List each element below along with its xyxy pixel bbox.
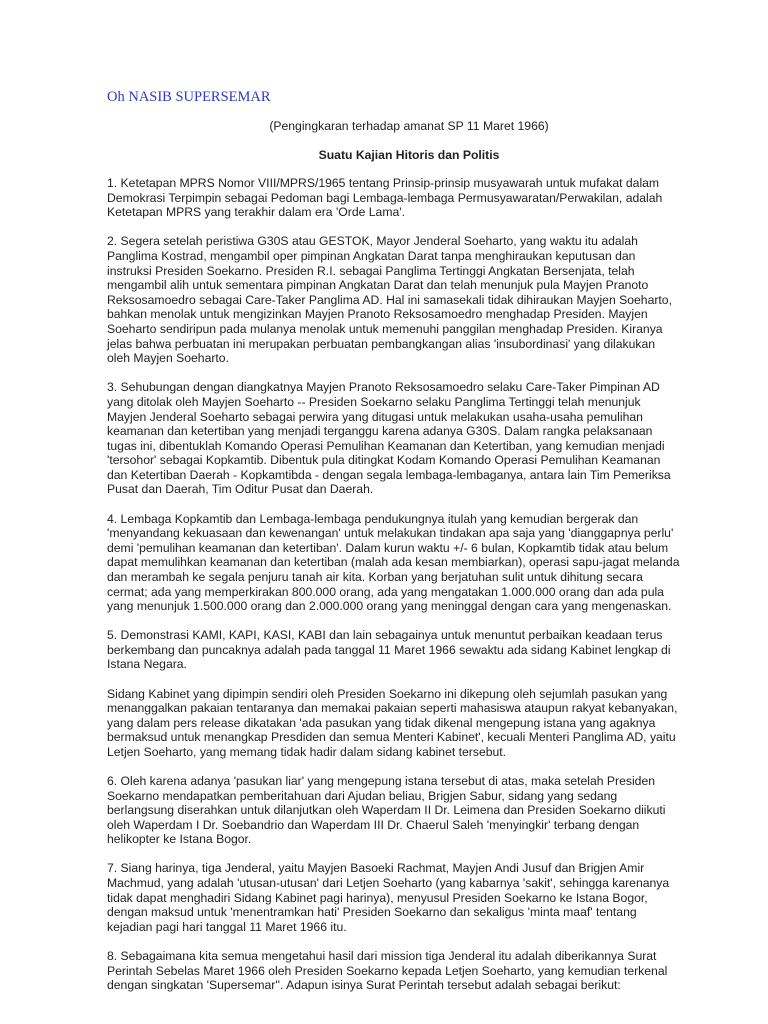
paragraph-line: Demokrasi Terpimpin sebagai Pedoman bagi Lembaga-lembaga Permusyawaratan/Perwakilan, adalah xyxy=(107,190,663,205)
paragraph-line: 2. Segera setelah peristiwa G30S atau GESTOK, Mayor Jenderal Soeharto, yang waktu itu adalah xyxy=(107,234,638,249)
paragraph-line: yang ditolak oleh Mayjen Soeharto -- Presiden Soekarno selaku Panglima Tertinggi telah menunjuk xyxy=(107,394,641,409)
paragraph xyxy=(107,512,707,614)
paragraph xyxy=(107,949,707,993)
paragraph-line: Ketetapan MPRS yang terakhir dalam era 'Orde Lama'. xyxy=(107,205,405,220)
document-title: Oh NASIB SUPERSEMAR xyxy=(107,89,271,105)
paragraph-line: yang menunjuk 1.500.000 orang dan 2.000.000 orang yang meninggal dengan cara yang mengenaskan. xyxy=(107,599,672,614)
paragraph-line: dengan maksud untuk 'menentramkan hati' Presiden Soekarno dan sekaligus 'minta maaf' tentang xyxy=(107,905,637,920)
paragraph-line: Machmud, yang adalah 'utusan-utusan' dari Letjen Soeharto (yang kabarnya 'sakit', sehingga karenanya xyxy=(107,876,670,891)
paragraph xyxy=(107,628,707,672)
paragraph-line: 'menyandang kekuasaan dan kewenangan' untuk melakukan tindakan apa saja yang 'dianggapnya perlu' xyxy=(107,526,674,541)
paragraph-line: 4. Lembaga Kopkamtib dan Lembaga-lembaga pendukungnya itulah yang kemudian bergerak dan xyxy=(107,511,639,526)
paragraph-line: Perintah Sebelas Maret 1966 oleh Presiden Soekarno kepada Letjen Soeharto, yang kemudian terkenal xyxy=(107,963,668,978)
paragraph-line: Soeharto sendiripun pada mulanya menolak untuk memenuhi panggilan menghadap Presiden. Kiranya xyxy=(107,322,663,337)
paragraph-line: oleh Waperdam I Dr. Soebandrio dan Waperdam III Dr. Chaerul Saleh 'menyingkir' terbang dengan xyxy=(107,817,640,832)
paragraph-line: Soekarno mendapatkan pemberitahuan dari Ajudan beliau, Brigjen Sabur, sidang yang sedang xyxy=(107,788,618,803)
paragraph-line: yang dalam pers release dikatakan 'ada pasukan yang tidak dikenal mengepung istana yang agaknya xyxy=(107,715,656,730)
paragraph-line: 3. Sehubungan dengan diangkatnya Mayjen Pranoto Reksosamoedro selaku Care-Taker Pimpinan AD xyxy=(107,380,660,395)
paragraph-line: dapat memulihkan keamanan dan ketertiban (malah ada kesan membiarkan), operasi sapu-jagat melanda xyxy=(107,555,680,570)
paragraph-line: 1. Ketetapan MPRS Nomor VIII/MPRS/1965 tentang Prinsip-prinsip musyawarah untuk mufakat dalam xyxy=(107,176,660,191)
paragraph-line: Reksosamoedro sebagai Care-Taker Panglima AD. Hal ini samasekali tidak dihiraukan Mayjen Soeharto, xyxy=(107,292,672,307)
paragraph-line: bermaksud untuk menangkap Presdiden dan semua Menteri Kabinet', kecuali Menteri Panglima AD, yaitu xyxy=(107,730,676,745)
paragraph-line: jelas bahwa perbuatan ini merupakan perbuatan pembangkangan alias 'insubordinasi' yang dilakukan xyxy=(107,336,656,351)
paragraph-line: berkembang dan puncaknya adalah pada tanggal 11 Maret 1966 sewaktu ada sidang Kabinet lengkap di xyxy=(107,642,671,657)
paragraph xyxy=(107,861,707,934)
paragraph-line: menanggalkan pakaian tentaranya dan memakai pakaian seperti mahasiswa ataupun rakyat kebanyakan, xyxy=(107,701,678,716)
paragraph-line: dan merambah ke segala penjuru tanah air kita. Korban yang berjatuhan sulit untuk dihitung secara xyxy=(107,569,643,584)
paragraph-line: Sidang Kabinet yang dipimpin sendiri oleh Presiden Soekarno ini dikepung oleh sejumlah pasukan yang xyxy=(107,686,668,701)
paragraph-line: bahkan menolak untuk mengizinkan Mayjen Pranoto Reksosamoedro menghadap Presiden. Mayjen xyxy=(107,307,648,322)
document-heading: Suatu Kajian Hitoris dan Politis xyxy=(318,147,500,162)
paragraph xyxy=(107,234,707,365)
paragraph-line: instruksi Presiden Soekarno. Presiden R.I. sebagai Panglima Tertinggi Angkatan Bersenjata, telah xyxy=(107,263,635,278)
paragraph xyxy=(107,380,707,497)
paragraph-line: 5. Demonstrasi KAMI, KAPI, KASI, KABI dan lain sebagainya untuk menuntut perbaikan keadaan terus xyxy=(107,628,663,643)
paragraph-line: 7. Siang harinya, tiga Jenderal, yaitu Mayjen Basoeki Rachmat, Mayjen Andi Jusuf dan Brigjen Amir xyxy=(107,861,645,876)
paragraph-line: helikopter ke Istana Bogor. xyxy=(107,832,252,847)
paragraph-line: tidak dapat menghadiri Sidang Kabinet pagi harinya), menyusul Presiden Soekarno ke Istana Bogor, xyxy=(107,890,648,905)
document-subtitle: (Pengingkaran terhadap amanat SP 11 Maret 1966) xyxy=(269,119,549,133)
paragraph-line: Pusat dan Daerah, Tim Oditur Pusat dan Daerah. xyxy=(107,482,374,497)
document-page xyxy=(107,88,707,1007)
paragraph-line: mengambil alih untuk sementara pimpinan Angkatan Darat dan telah menunjuk pula Mayjen Pranoto xyxy=(107,278,649,293)
paragraph-line: dengan singkatan 'Supersemar''. Adapun isinya Surat Perintah tersebut adalah sebagai berikut: xyxy=(107,978,621,993)
paragraph-line: kejadian pagi hari tanggal 11 Maret 1966 itu. xyxy=(107,919,347,934)
paragraph-line: 'tersohor' sebagai Kopkamtib. Dibentuk pula ditingkat Kodam Komando Operasi Pemulihan Keamanan xyxy=(107,453,661,468)
document-body xyxy=(107,176,707,993)
paragraph xyxy=(107,687,707,760)
paragraph-line: tugas ini, dibentuklah Komando Operasi Pemulihan Keamanan dan Ketertiban, yang kemudian menjadi xyxy=(107,438,665,453)
paragraph-line: Mayjen Jenderal Soeharto sebagai perwira yang ditugasi untuk melakukan usaha-usaha pemulihan xyxy=(107,409,643,424)
paragraph-line: cermat; ada yang memperkirakan 800.000 orang, ada yang mengatakan 1.000.000 orang dan ada pula xyxy=(107,584,664,599)
paragraph-line: 8. Sebagaimana kita semua mengetahui hasil dari mission tiga Jenderal itu adalah diberikannya Surat xyxy=(107,948,657,963)
paragraph-line: berlangsung diserahkan untuk dilanjutkan oleh Waperdam II Dr. Leimena dan Presiden Soekarno diikuti xyxy=(107,803,666,818)
paragraph-line: oleh Mayjen Soeharto. xyxy=(107,351,229,366)
paragraph xyxy=(107,176,707,220)
paragraph-line: Letjen Soeharto, yang memang tidak hadir dalam sidang kabinet tersebut. xyxy=(107,744,507,759)
paragraph-line: dan Ketertiban Daerah - Kopkamtibda - dengan segala lembaga-lembaganya, antara lain Tim Pemeriksa xyxy=(107,467,671,482)
paragraph-line: 6. Oleh karena adanya 'pasukan liar' yang mengepung istana tersebut di atas, maka setelah Presiden xyxy=(107,773,656,788)
paragraph-line: keamanan dan ketertiban yang menjadi terganggu karena adanya G30S. Dalam rangka pelaksanaan xyxy=(107,424,653,439)
paragraph xyxy=(107,774,707,847)
paragraph-line: Istana Negara. xyxy=(107,657,187,672)
paragraph-line: Panglima Kostrad, mengambil oper pimpinan Angkatan Darat tanpa menghiraukan keputusan dan xyxy=(107,249,636,264)
paragraph-line: demi 'pemulihan keamanan dan ketertiban'. Dalam kurun waktu +/- 6 bulan, Kopkamtib tidak atau belum xyxy=(107,540,669,555)
